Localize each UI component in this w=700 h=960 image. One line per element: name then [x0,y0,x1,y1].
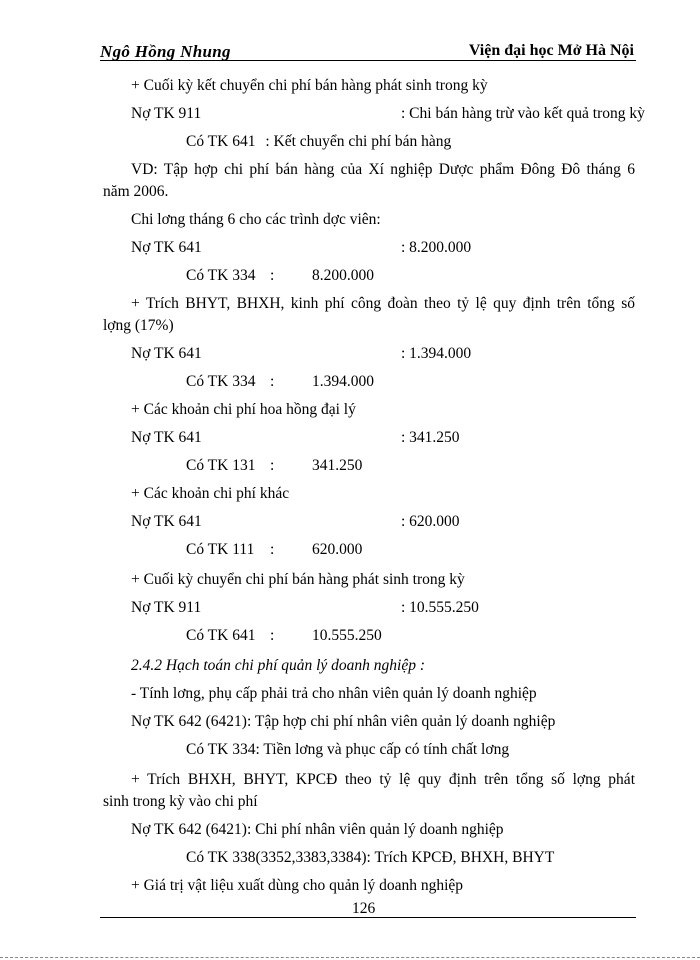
text-line: năm 2006. [103,183,169,200]
text-line: + Trích BHXH, BHYT, KPCĐ theo tỷ lệ quy định trên tổng số lợng phát [131,771,635,788]
journal-entry-credit [186,133,451,151]
text-line: Có TK 338(3352,3383,3384): Trích KPCĐ, BHXH, BHYT [186,849,555,866]
journal-entry-credit [186,373,586,391]
text-line: Có TK 334: Tiền lơng và phục cấp có tính chất lơng [186,741,510,758]
colon: : [270,541,275,558]
account-label: Nợ TK 641 [131,429,202,446]
text-line: + Các khoản chi phí hoa hồng đại lý [131,401,356,418]
text-line: Nợ TK 642 (6421): Tập hợp chi phí nhân viên quản lý doanh nghiệp [131,713,556,730]
entry-description: : Chi bán hàng trừ vào kết quả trong kỳ [401,105,645,122]
institution-name: Viện đại học Mở Hà Nội [468,42,634,59]
colon: : [270,627,275,644]
text-line: VD: Tập hợp chi phí bán hàng của Xí nghiệp Dược phẩm Đông Đô tháng 6 [131,161,635,178]
journal-entry-credit [186,457,586,475]
text-line: lợng (17%) [103,317,174,334]
text-line: + Các khoản chi phí khác [131,485,290,502]
entry-amount: 8.200.000 [312,267,374,284]
colon: : [270,373,275,390]
account-label: Có TK 131 [186,457,256,474]
text-line: + Cuối kỳ kết chuyển chi phí bán hàng phát sinh trong kỳ [131,77,488,94]
account-label: Nợ TK 911 [131,105,202,122]
account-label: Có TK 334 [186,373,256,390]
colon: : [270,267,275,284]
author-name: Ngô Hồng Nhung [100,42,231,61]
text-line: Chi lơng tháng 6 cho các trình dợc viên: [131,211,381,228]
text-line: - Tính lơng, phụ cấp phải trả cho nhân viên quản lý doanh nghiệp [131,685,537,702]
entry-amount: : 620.000 [401,513,460,530]
entry-amount: : 1.394.000 [401,345,472,362]
footer-rule [100,917,636,918]
header-rule [100,60,636,61]
text-line: sinh trong kỳ vào chi phí [103,793,258,810]
journal-entry-debit [131,105,645,123]
section-heading: 2.4.2 Hạch toán chi phí quản lý doanh nghiệp : [131,657,426,674]
account-label: Có TK 111 [186,541,255,558]
account-label: Nợ TK 641 [131,239,202,256]
text-line: + Giá trị vật liệu xuất dùng cho quản lý doanh nghiệp [131,877,464,894]
account-label: Có TK 334 [186,267,256,284]
text-line: + Cuối kỳ chuyển chi phí bán hàng phát sinh trong kỳ [131,571,465,588]
entry-amount: 341.250 [312,457,363,474]
text-line: + Trích BHYT, BHXH, kinh phí công đoàn theo tỷ lệ quy định trên tổng số [131,295,635,312]
journal-entry-debit [131,345,631,363]
entry-amount: 1.394.000 [312,373,374,390]
entry-amount: : 8.200.000 [401,239,472,256]
account-label: Nợ TK 911 [131,599,202,616]
account-label: Nợ TK 641 [131,513,202,530]
colon: : [270,457,275,474]
entry-amount: : 10.555.250 [401,599,479,616]
journal-entry-debit [131,429,631,447]
journal-entry-credit [186,627,586,645]
account-label: Nợ TK 641 [131,345,202,362]
entry-amount: : 341.250 [401,429,460,446]
journal-entry-debit [131,599,631,617]
account-label: Có TK 641 [186,133,256,150]
journal-entry-debit [131,239,631,257]
page-number: 126 [352,900,376,917]
journal-entry-debit [131,513,631,531]
journal-entry-credit [186,267,586,285]
entry-description: : Kết chuyển chi phí bán hàng [265,133,452,150]
entry-amount: 620.000 [312,541,363,558]
text-line: Nợ TK 642 (6421): Chi phí nhân viên quản lý doanh nghiệp [131,821,504,838]
account-label: Có TK 641 [186,627,256,644]
journal-entry-credit [186,541,586,559]
page-edge-divider [0,957,700,958]
entry-amount: 10.555.250 [312,627,382,644]
